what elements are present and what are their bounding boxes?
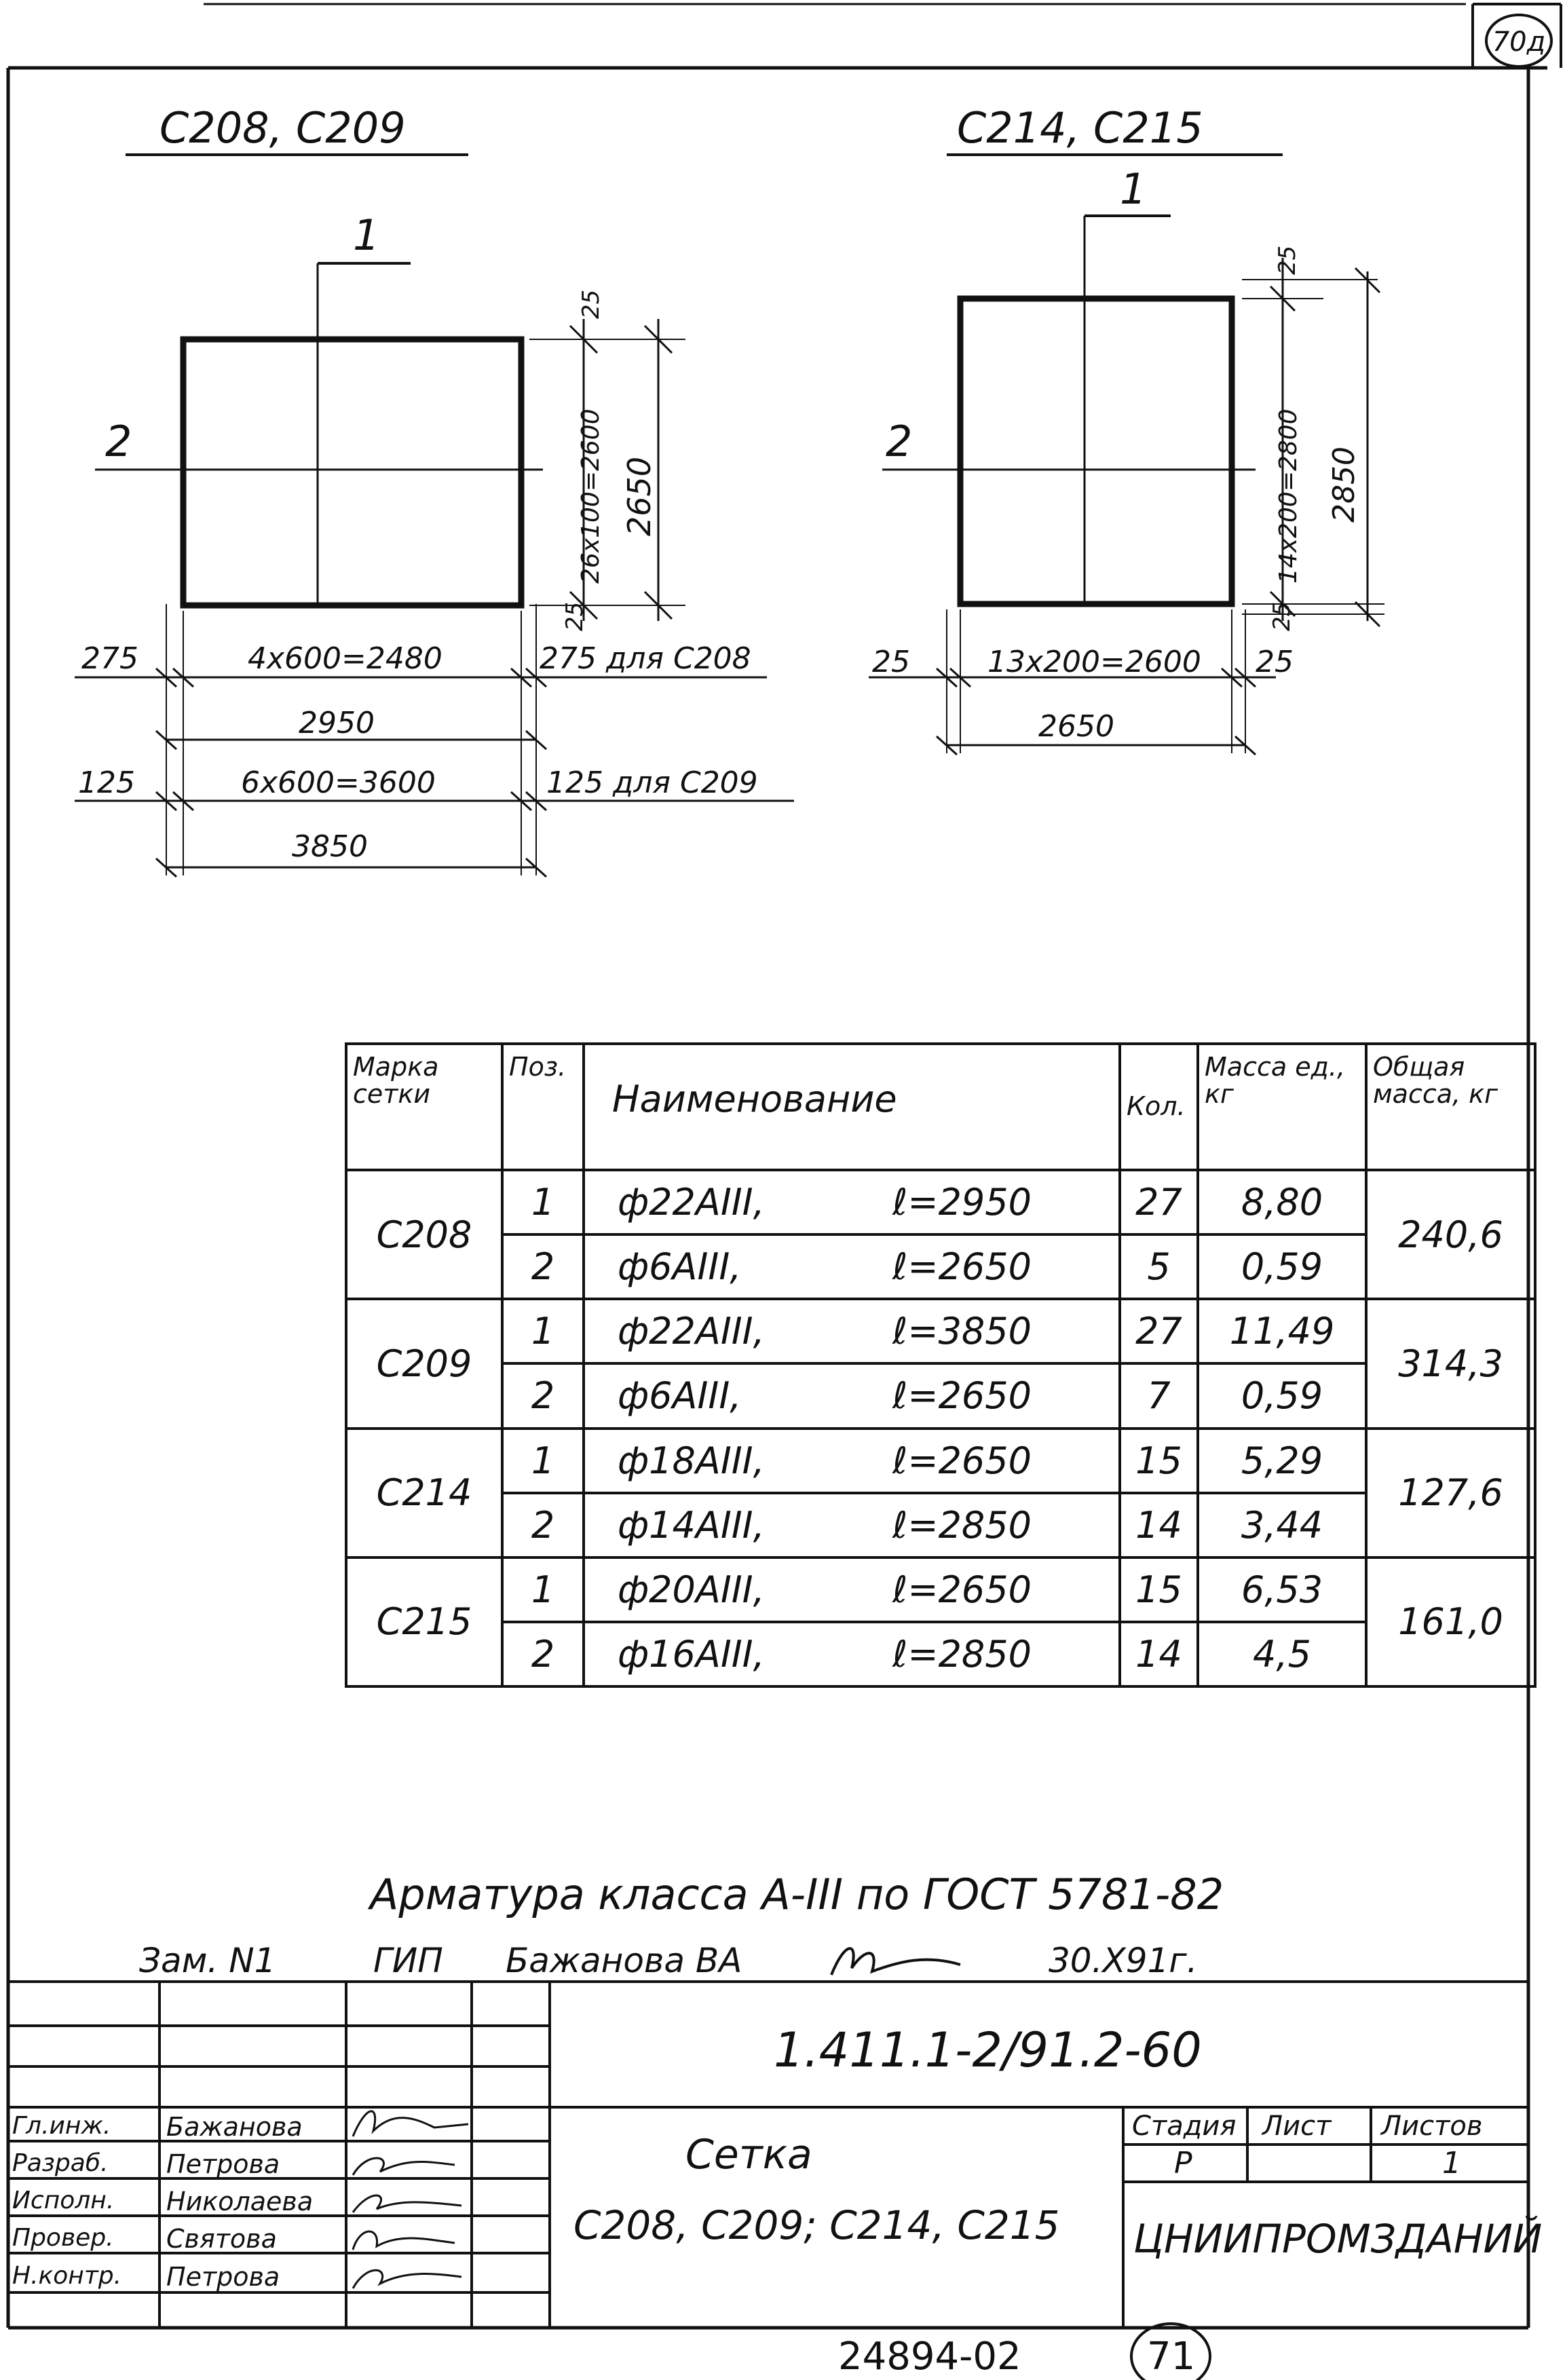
change-note: Зам. N1	[139, 1941, 276, 1980]
role-norm-control: Н.контр.	[12, 2262, 122, 2290]
c209-dim-total: 3850	[292, 829, 368, 864]
qty-cell: 5	[1120, 1234, 1198, 1299]
role-developer: Разраб.	[12, 2149, 109, 2177]
pos-cell: 1	[502, 1170, 584, 1234]
name-executor: Николаева	[166, 2187, 314, 2216]
c208-dim-middle: 4х600=2480	[248, 641, 442, 676]
length-text: ℓ=2850	[892, 1632, 1032, 1676]
length-text: ℓ=2650	[892, 1245, 1032, 1289]
left-section-label: 1	[353, 210, 380, 260]
c208-dim-total: 2950	[299, 706, 375, 740]
total-mass-cell: 127,6	[1366, 1429, 1535, 1557]
right-side-label: 2	[886, 417, 913, 466]
right-dim-spacing: 14х200=2800	[1275, 409, 1302, 584]
c209-dim-middle: 6х600=3600	[241, 766, 436, 800]
c208-dim-left: 275	[81, 641, 138, 676]
bar-text: ф22АIII,	[618, 1310, 765, 1353]
change-role: ГИП	[373, 1941, 443, 1980]
c208-dim-right: 275 для С208	[540, 641, 751, 676]
bar-text: ф20АIII,	[618, 1568, 765, 1611]
change-name: Бажанова ВА	[506, 1941, 742, 1980]
length-text: ℓ=2650	[892, 1374, 1032, 1418]
length-text: ℓ=2650	[892, 1568, 1032, 1611]
name-norm-control: Петрова	[166, 2262, 280, 2292]
header-pos: Поз.	[502, 1044, 584, 1170]
unit-mass-cell: 6,53	[1198, 1557, 1366, 1622]
drawing-title-line1: Сетка	[685, 2131, 812, 2178]
pos-cell: 2	[502, 1363, 584, 1428]
left-side-label: 2	[105, 417, 132, 466]
pos-cell: 1	[502, 1557, 584, 1622]
right-dim-bottom: 25	[1268, 601, 1296, 631]
organization: ЦНИИПРОМЗДАНИЙ	[1133, 2216, 1543, 2262]
left-dim-spacing: 26х100=2600	[577, 409, 605, 584]
qty-cell: 15	[1120, 1429, 1198, 1493]
length-text: ℓ=2650	[892, 1439, 1032, 1482]
stage-label: Стадия	[1132, 2111, 1237, 2142]
qty-cell: 15	[1120, 1557, 1198, 1622]
pos-cell: 1	[502, 1299, 584, 1363]
left-dim-top: 25	[578, 289, 605, 319]
mark-cell: С209	[346, 1299, 502, 1428]
name-developer: Петрова	[166, 2149, 280, 2179]
pos-cell: 2	[502, 1493, 584, 1557]
right-dim-total: 2650	[1038, 709, 1114, 744]
left-drawing-title: С208, С209	[159, 103, 406, 153]
name-chief-engineer: Бажанова	[166, 2112, 303, 2142]
document-code: 1.411.1-2/91.2-60	[774, 2022, 1202, 2078]
unit-mass-cell: 11,49	[1198, 1299, 1366, 1363]
c209-dim-left: 125	[78, 766, 135, 800]
qty-cell: 14	[1120, 1622, 1198, 1686]
drawing-title-line2: С208, С209; С214, С215	[573, 2202, 1060, 2248]
length-text: ℓ=2950	[892, 1181, 1032, 1224]
unit-mass-cell: 0,59	[1198, 1234, 1366, 1299]
name-checker: Святова	[166, 2224, 277, 2254]
unit-mass-cell: 4,5	[1198, 1622, 1366, 1686]
role-checker: Провер.	[12, 2224, 114, 2252]
bottom-number: 24894-02	[838, 2335, 1021, 2379]
bar-text: ф16АIII,	[618, 1632, 765, 1676]
qty-cell: 7	[1120, 1363, 1198, 1428]
bar-text: ф18АIII,	[618, 1439, 765, 1482]
left-dim-height: 2650	[621, 456, 658, 536]
bar-text: ф22АIII,	[618, 1181, 765, 1224]
sheet-label: Лист	[1262, 2111, 1332, 2142]
stage-value: Р	[1174, 2146, 1192, 2180]
right-dim-top: 25	[1274, 245, 1301, 275]
unit-mass-cell: 8,80	[1198, 1170, 1366, 1234]
role-executor: Исполн.	[12, 2187, 115, 2214]
header-unit-mass: Масса ед., кг	[1198, 1044, 1366, 1170]
mark-cell: С208	[346, 1170, 502, 1299]
pos-cell: 1	[502, 1429, 584, 1493]
role-chief-engineer: Гл.инж.	[12, 2112, 111, 2140]
pos-cell: 2	[502, 1234, 584, 1299]
header-name: Наименование	[584, 1044, 1120, 1170]
pos-cell: 2	[502, 1622, 584, 1686]
bar-text: ф6АIII,	[618, 1245, 742, 1289]
total-mass-cell: 240,6	[1366, 1170, 1535, 1299]
right-dim-height: 2850	[1327, 447, 1361, 523]
bar-text: ф6АIII,	[618, 1374, 742, 1418]
c209-dim-right: 125 для С209	[546, 766, 758, 800]
total-mass-cell: 161,0	[1366, 1557, 1535, 1686]
change-date: 30.X91г.	[1049, 1941, 1198, 1980]
length-text: ℓ=2850	[892, 1503, 1032, 1547]
total-mass-cell: 314,3	[1366, 1299, 1535, 1428]
unit-mass-cell: 3,44	[1198, 1493, 1366, 1557]
header-qty: Кол.	[1120, 1044, 1198, 1170]
length-text: ℓ=3850	[892, 1310, 1032, 1353]
unit-mass-cell: 5,29	[1198, 1429, 1366, 1493]
mark-cell: С215	[346, 1557, 502, 1686]
left-dim-bottom: 25	[561, 601, 588, 631]
reinforcement-note: Арматура класса А-III по ГОСТ 5781-82	[370, 1870, 1224, 1919]
sheets-label: Листов	[1381, 2111, 1483, 2142]
qty-cell: 14	[1120, 1493, 1198, 1557]
header-total-mass: Общая масса, кг	[1366, 1044, 1535, 1170]
right-drawing-title: С214, С215	[957, 103, 1203, 153]
qty-cell: 27	[1120, 1170, 1198, 1234]
corner-stamp: 70д	[1492, 26, 1546, 58]
page-number: 71	[1147, 2335, 1196, 2379]
right-dim-right: 25	[1256, 645, 1294, 679]
header-mark: Марка сетки	[346, 1044, 502, 1170]
bar-text: ф14АIII,	[618, 1503, 765, 1547]
qty-cell: 27	[1120, 1299, 1198, 1363]
right-dim-middle: 13х200=2600	[987, 645, 1201, 679]
right-dim-left: 25	[872, 645, 910, 679]
right-section-label: 1	[1120, 164, 1147, 214]
sheets-value: 1	[1442, 2146, 1461, 2180]
unit-mass-cell: 0,59	[1198, 1363, 1366, 1428]
mark-cell: С214	[346, 1429, 502, 1557]
